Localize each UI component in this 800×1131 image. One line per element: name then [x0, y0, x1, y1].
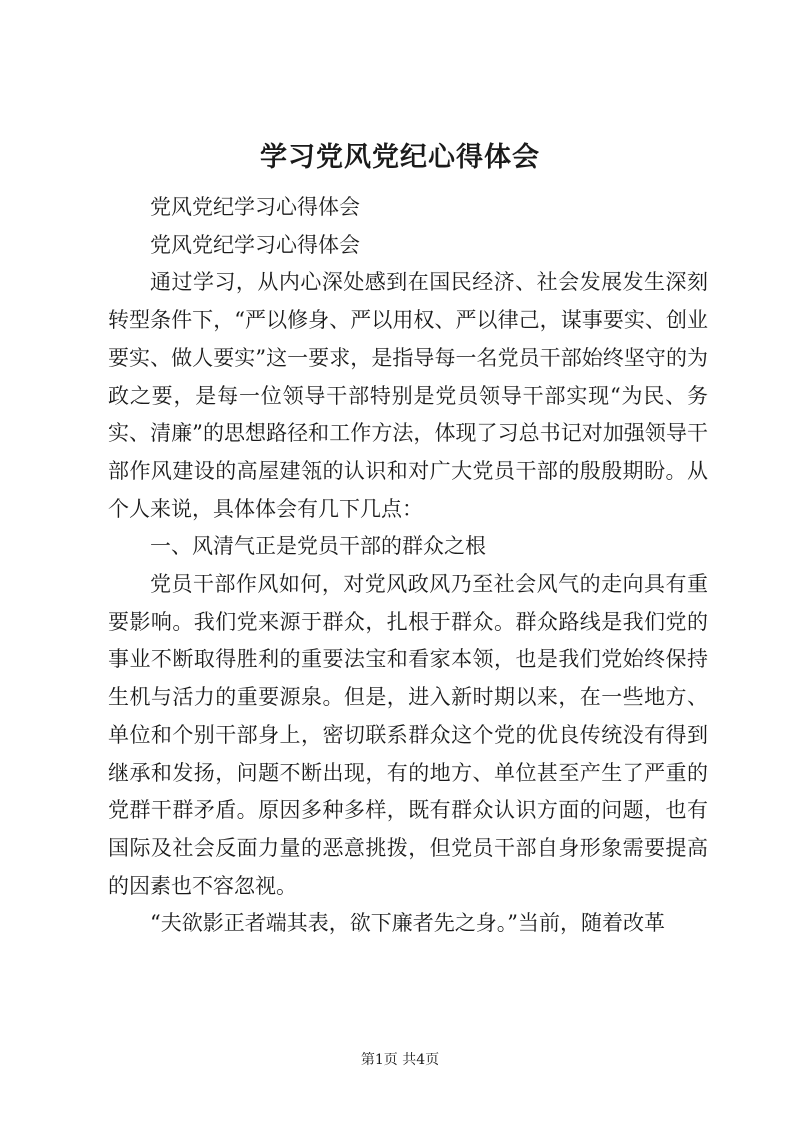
- paragraph-subtitle-2: 党风党纪学习心得体会: [150, 232, 360, 257]
- paragraph-section-1: 党员干部作风如何，对党风政风乃至社会风气的走向具有重要影响。我们党来源于群众，扎根于群众。群众路线是我们党的事业不断取得胜利的重要法宝和看家本领，也是我们党始终保持生机与活力的重要源泉。但是，进入新时期以来，在一些地方、单位和个别干部身上，密切联系群众这个党的优良传统没有得到继承和发扬，问题不断出现，有的地方、单位甚至产生了严重的党群干群矛盾。原因多种多样，既有群众认识方面的问题，也有国际及社会反面力量的恶意挑拨，但党员干部自身形象需要提高的因素也不容忽视。: [108, 572, 708, 898]
- paragraph-intro: 通过学习，从内心深处感到在国民经济、社会发展发生深刻转型条件下，“严以修身、严以用权、严以律己，谋事要实、创业要实、做人要实”这一要求，是指导每一名党员干部始终坚守的为政之要，是每一位领导干部特别是党员领导干部实现“为民、务实、清廉”的思想路径和工作方法，体现了习总书记对加强领导干部作风建设的高屋建瓴的认识和对广大党员干部的殷殷期盼。从个人来说，具体体会有几下几点：: [108, 270, 708, 521]
- paragraph-quote: “夫欲影正者端其表，欲下廉者先之身。”当前，随着改革: [150, 911, 665, 936]
- paragraph-subtitle-1: 党风党纪学习心得体会: [150, 195, 360, 219]
- page-footer: 第1页 共4页: [360, 1052, 440, 1068]
- document-body: [108, 189, 708, 943]
- section-heading-1: 一、风清气正是党员干部的群众之根: [150, 534, 486, 559]
- document-title: 学习党风党纪心得体会: [260, 142, 540, 173]
